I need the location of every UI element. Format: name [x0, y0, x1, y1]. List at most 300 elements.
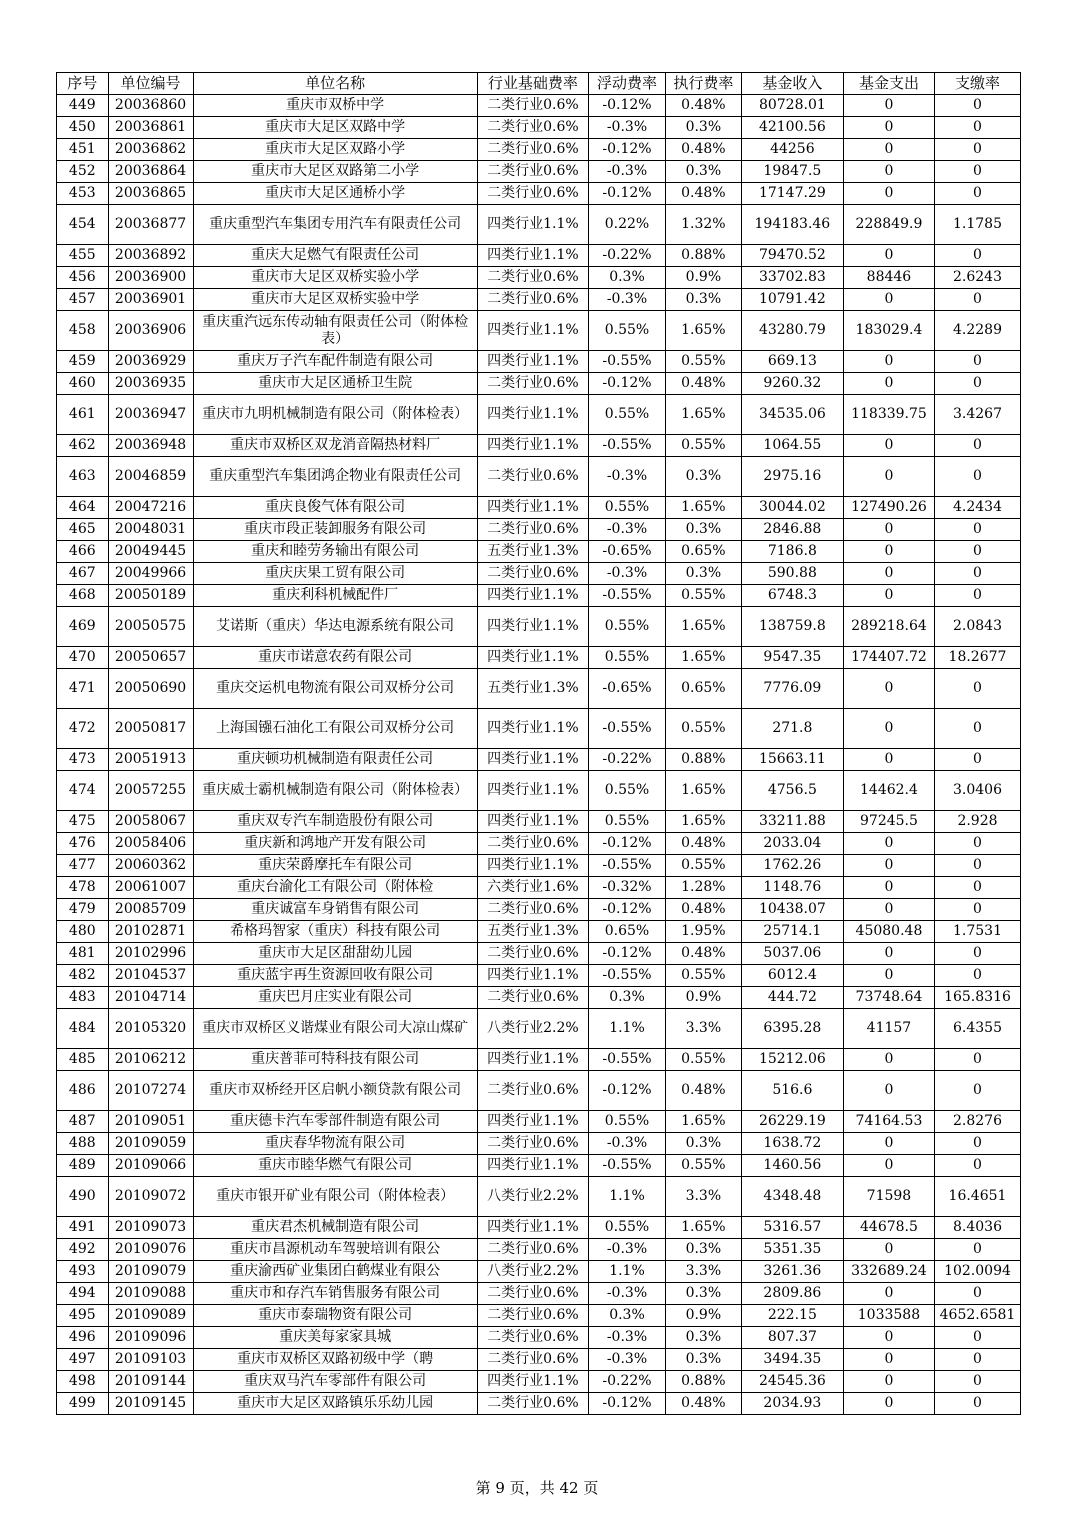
- cell-effective-rate: 0.48%: [665, 1071, 741, 1111]
- cell-payout-ratio: 18.2677: [934, 647, 1020, 669]
- cell-fund-expense: 41157: [843, 1009, 934, 1049]
- table-row: [57, 921, 1021, 943]
- cell-unit-code: 20102996: [108, 943, 193, 965]
- cell-unit-name: 重庆顿功机械制造有限责任公司: [193, 749, 477, 771]
- table-row: [57, 117, 1021, 139]
- cell-unit-code: 20109073: [108, 1217, 193, 1239]
- cell-effective-rate: 1.65%: [665, 395, 741, 435]
- cell-effective-rate: 0.3%: [665, 519, 741, 541]
- cell-base-rate: 四类行业1.1%: [477, 497, 588, 519]
- cell-payout-ratio: 1.1785: [934, 205, 1020, 245]
- cell-unit-code: 20036901: [108, 289, 193, 311]
- cell-unit-name: 重庆市大足区双路镇乐乐幼儿园: [193, 1393, 477, 1415]
- cell-fund-expense: 0: [843, 749, 934, 771]
- cell-unit-code: 20058067: [108, 811, 193, 833]
- cell-fund-expense: 0: [843, 1371, 934, 1393]
- cell-unit-name: 重庆交运机电物流有限公司双桥分公司: [193, 669, 477, 709]
- cell-base-rate: 八类行业2.2%: [477, 1009, 588, 1049]
- cell-floating-rate: -0.65%: [589, 541, 666, 563]
- cell-unit-name: 重庆和睦劳务输出有限公司: [193, 541, 477, 563]
- cell-index: 496: [57, 1327, 109, 1349]
- cell-index: 491: [57, 1217, 109, 1239]
- cell-fund-income: 9547.35: [741, 647, 843, 669]
- cell-floating-rate: -0.3%: [589, 457, 666, 497]
- cell-floating-rate: -0.55%: [589, 965, 666, 987]
- cell-unit-name: 希格玛智家（重庆）科技有限公司: [193, 921, 477, 943]
- cell-base-rate: 四类行业1.1%: [477, 585, 588, 607]
- cell-index: 471: [57, 669, 109, 709]
- header-base-rate: 行业基础费率: [477, 73, 588, 95]
- cell-payout-ratio: 0: [934, 183, 1020, 205]
- cell-payout-ratio: 2.0843: [934, 607, 1020, 647]
- cell-floating-rate: -0.12%: [589, 1393, 666, 1415]
- cell-index: 452: [57, 161, 109, 183]
- cell-floating-rate: -0.3%: [589, 1327, 666, 1349]
- cell-payout-ratio: 4.2289: [934, 311, 1020, 351]
- cell-unit-name: 重庆市大足区通桥小学: [193, 183, 477, 205]
- cell-unit-code: 20109079: [108, 1261, 193, 1283]
- cell-index: 475: [57, 811, 109, 833]
- table-row: [57, 943, 1021, 965]
- cell-payout-ratio: 0: [934, 1327, 1020, 1349]
- cell-fund-income: 1460.56: [741, 1155, 843, 1177]
- cell-payout-ratio: 0: [934, 1071, 1020, 1111]
- cell-index: 451: [57, 139, 109, 161]
- cell-unit-code: 20051913: [108, 749, 193, 771]
- cell-base-rate: 四类行业1.1%: [477, 1371, 588, 1393]
- cell-floating-rate: 1.1%: [589, 1261, 666, 1283]
- cell-index: 464: [57, 497, 109, 519]
- cell-unit-name: 重庆市双桥区双龙消音隔热材料厂: [193, 435, 477, 457]
- cell-fund-expense: 174407.72: [843, 647, 934, 669]
- table-row: [57, 1393, 1021, 1415]
- cell-unit-code: 20105320: [108, 1009, 193, 1049]
- table-row: [57, 1371, 1021, 1393]
- cell-index: 468: [57, 585, 109, 607]
- cell-floating-rate: 0.55%: [589, 497, 666, 519]
- cell-effective-rate: 1.65%: [665, 771, 741, 811]
- cell-payout-ratio: 0: [934, 563, 1020, 585]
- cell-fund-expense: 289218.64: [843, 607, 934, 647]
- cell-fund-income: 80728.01: [741, 95, 843, 117]
- cell-fund-income: 271.8: [741, 709, 843, 749]
- cell-payout-ratio: 0: [934, 95, 1020, 117]
- cell-effective-rate: 0.48%: [665, 373, 741, 395]
- cell-floating-rate: -0.3%: [589, 1239, 666, 1261]
- cell-unit-name: 重庆市双桥经开区启帆小额贷款有限公司: [193, 1071, 477, 1111]
- cell-payout-ratio: 0: [934, 373, 1020, 395]
- cell-unit-code: 20109096: [108, 1327, 193, 1349]
- cell-fund-expense: 88446: [843, 267, 934, 289]
- cell-effective-rate: 0.55%: [665, 1049, 741, 1071]
- cell-fund-expense: 0: [843, 139, 934, 161]
- cell-unit-code: 20036892: [108, 245, 193, 267]
- cell-fund-expense: 0: [843, 965, 934, 987]
- cell-payout-ratio: 1.7531: [934, 921, 1020, 943]
- cell-unit-name: 重庆市双桥区双路初级中学（聘: [193, 1349, 477, 1371]
- cell-fund-income: 444.72: [741, 987, 843, 1009]
- cell-fund-expense: 0: [843, 1133, 934, 1155]
- cell-payout-ratio: 0: [934, 943, 1020, 965]
- cell-base-rate: 二类行业0.6%: [477, 183, 588, 205]
- cell-fund-expense: 0: [843, 541, 934, 563]
- table-row: [57, 311, 1021, 351]
- cell-fund-income: 2809.86: [741, 1283, 843, 1305]
- cell-effective-rate: 0.3%: [665, 1327, 741, 1349]
- cell-unit-code: 20036864: [108, 161, 193, 183]
- cell-index: 494: [57, 1283, 109, 1305]
- cell-fund-expense: 0: [843, 943, 934, 965]
- cell-index: 473: [57, 749, 109, 771]
- cell-base-rate: 四类行业1.1%: [477, 749, 588, 771]
- cell-index: 497: [57, 1349, 109, 1371]
- table-row: [57, 647, 1021, 669]
- cell-effective-rate: 3.3%: [665, 1009, 741, 1049]
- cell-floating-rate: 0.55%: [589, 1111, 666, 1133]
- cell-payout-ratio: 6.4355: [934, 1009, 1020, 1049]
- cell-effective-rate: 0.48%: [665, 95, 741, 117]
- cell-floating-rate: -0.32%: [589, 877, 666, 899]
- table-row: [57, 811, 1021, 833]
- cell-effective-rate: 1.32%: [665, 205, 741, 245]
- table-row: [57, 205, 1021, 245]
- cell-fund-income: 26229.19: [741, 1111, 843, 1133]
- cell-effective-rate: 0.55%: [665, 855, 741, 877]
- cell-index: 457: [57, 289, 109, 311]
- cell-index: 456: [57, 267, 109, 289]
- cell-unit-name: 重庆市睦华燃气有限公司: [193, 1155, 477, 1177]
- cell-fund-expense: 0: [843, 709, 934, 749]
- cell-unit-name: 重庆普菲可特科技有限公司: [193, 1049, 477, 1071]
- cell-base-rate: 四类行业1.1%: [477, 1111, 588, 1133]
- cell-fund-expense: 0: [843, 351, 934, 373]
- cell-floating-rate: -0.12%: [589, 95, 666, 117]
- table-row: [57, 289, 1021, 311]
- cell-payout-ratio: 0: [934, 1049, 1020, 1071]
- cell-unit-name: 重庆市双桥中学: [193, 95, 477, 117]
- cell-floating-rate: 0.55%: [589, 395, 666, 435]
- cell-unit-code: 20109051: [108, 1111, 193, 1133]
- cell-payout-ratio: 2.6243: [934, 267, 1020, 289]
- cell-unit-name: 重庆市泰瑞物资有限公司: [193, 1305, 477, 1327]
- cell-unit-name: 重庆威士霸机械制造有限公司（附体检表）: [193, 771, 477, 811]
- cell-base-rate: 四类行业1.1%: [477, 647, 588, 669]
- cell-fund-income: 2846.88: [741, 519, 843, 541]
- table-row: [57, 1133, 1021, 1155]
- cell-fund-income: 6748.3: [741, 585, 843, 607]
- cell-fund-expense: 0: [843, 877, 934, 899]
- cell-unit-code: 20050690: [108, 669, 193, 709]
- cell-index: 482: [57, 965, 109, 987]
- cell-unit-code: 20060362: [108, 855, 193, 877]
- cell-floating-rate: -0.12%: [589, 1071, 666, 1111]
- cell-payout-ratio: 0: [934, 585, 1020, 607]
- cell-fund-income: 1064.55: [741, 435, 843, 457]
- cell-fund-income: 2033.04: [741, 833, 843, 855]
- cell-base-rate: 二类行业0.6%: [477, 1133, 588, 1155]
- table-row: [57, 833, 1021, 855]
- cell-unit-code: 20048031: [108, 519, 193, 541]
- cell-payout-ratio: 165.8316: [934, 987, 1020, 1009]
- cell-unit-code: 20104537: [108, 965, 193, 987]
- cell-base-rate: 八类行业2.2%: [477, 1177, 588, 1217]
- header-row: [57, 73, 1021, 95]
- cell-floating-rate: 0.3%: [589, 1305, 666, 1327]
- cell-fund-expense: 0: [843, 1155, 934, 1177]
- cell-unit-name: 重庆台渝化工有限公司（附体检: [193, 877, 477, 899]
- cell-floating-rate: -0.3%: [589, 117, 666, 139]
- cell-unit-name: 重庆重型汽车集团鸿企物业有限责任公司: [193, 457, 477, 497]
- cell-index: 467: [57, 563, 109, 585]
- cell-floating-rate: -0.22%: [589, 749, 666, 771]
- cell-fund-income: 669.13: [741, 351, 843, 373]
- cell-effective-rate: 1.65%: [665, 607, 741, 647]
- header-unit-name: 单位名称: [193, 73, 477, 95]
- cell-effective-rate: 3.3%: [665, 1261, 741, 1283]
- cell-base-rate: 二类行业0.6%: [477, 457, 588, 497]
- cell-floating-rate: 0.22%: [589, 205, 666, 245]
- table-row: [57, 987, 1021, 1009]
- cell-fund-expense: 0: [843, 161, 934, 183]
- cell-fund-expense: 0: [843, 1049, 934, 1071]
- cell-unit-code: 20050189: [108, 585, 193, 607]
- cell-unit-name: 重庆市大足区双路第二小学: [193, 161, 477, 183]
- cell-fund-income: 33702.83: [741, 267, 843, 289]
- cell-base-rate: 四类行业1.1%: [477, 1155, 588, 1177]
- cell-index: 483: [57, 987, 109, 1009]
- cell-unit-name: 重庆大足燃气有限责任公司: [193, 245, 477, 267]
- cell-payout-ratio: 0: [934, 833, 1020, 855]
- cell-floating-rate: -0.12%: [589, 373, 666, 395]
- cell-unit-code: 20109089: [108, 1305, 193, 1327]
- cell-effective-rate: 0.3%: [665, 1283, 741, 1305]
- cell-floating-rate: -0.12%: [589, 139, 666, 161]
- cell-unit-code: 20106212: [108, 1049, 193, 1071]
- table-row: [57, 1049, 1021, 1071]
- cell-base-rate: 四类行业1.1%: [477, 965, 588, 987]
- cell-floating-rate: -0.65%: [589, 669, 666, 709]
- cell-unit-code: 20057255: [108, 771, 193, 811]
- cell-unit-code: 20061007: [108, 877, 193, 899]
- cell-index: 462: [57, 435, 109, 457]
- cell-fund-expense: 118339.75: [843, 395, 934, 435]
- cell-fund-income: 1148.76: [741, 877, 843, 899]
- cell-fund-income: 2975.16: [741, 457, 843, 497]
- cell-floating-rate: -0.3%: [589, 1349, 666, 1371]
- cell-payout-ratio: 0: [934, 457, 1020, 497]
- cell-unit-name: 重庆庆果工贸有限公司: [193, 563, 477, 585]
- table-row: [57, 139, 1021, 161]
- cell-unit-code: 20109144: [108, 1371, 193, 1393]
- cell-fund-expense: 97245.5: [843, 811, 934, 833]
- cell-fund-income: 5316.57: [741, 1217, 843, 1239]
- cell-index: 490: [57, 1177, 109, 1217]
- cell-unit-name: 重庆重型汽车集团专用汽车有限责任公司: [193, 205, 477, 245]
- cell-floating-rate: -0.22%: [589, 1371, 666, 1393]
- cell-effective-rate: 0.55%: [665, 585, 741, 607]
- header-fund-expense: 基金支出: [843, 73, 934, 95]
- table-row: [57, 607, 1021, 647]
- cell-fund-income: 2034.93: [741, 1393, 843, 1415]
- table-row: [57, 1009, 1021, 1049]
- cell-unit-code: 20085709: [108, 899, 193, 921]
- cell-fund-expense: 73748.64: [843, 987, 934, 1009]
- cell-base-rate: 二类行业0.6%: [477, 833, 588, 855]
- cell-effective-rate: 0.9%: [665, 987, 741, 1009]
- cell-base-rate: 四类行业1.1%: [477, 245, 588, 267]
- cell-unit-name: 重庆市昌源机动车驾驶培训有限公: [193, 1239, 477, 1261]
- cell-unit-code: 20036948: [108, 435, 193, 457]
- table-row: [57, 161, 1021, 183]
- cell-base-rate: 六类行业1.6%: [477, 877, 588, 899]
- cell-index: 470: [57, 647, 109, 669]
- cell-fund-income: 1762.26: [741, 855, 843, 877]
- cell-payout-ratio: 3.0406: [934, 771, 1020, 811]
- cell-fund-expense: 228849.9: [843, 205, 934, 245]
- cell-fund-income: 194183.46: [741, 205, 843, 245]
- cell-payout-ratio: 0: [934, 855, 1020, 877]
- table-row: [57, 771, 1021, 811]
- cell-fund-income: 516.6: [741, 1071, 843, 1111]
- cell-unit-name: 重庆双马汽车零部件有限公司: [193, 1371, 477, 1393]
- cell-index: 498: [57, 1371, 109, 1393]
- cell-fund-expense: 0: [843, 563, 934, 585]
- cell-base-rate: 四类行业1.1%: [477, 311, 588, 351]
- cell-unit-name: 重庆美每家家具城: [193, 1327, 477, 1349]
- cell-unit-name: 重庆良俊气体有限公司: [193, 497, 477, 519]
- cell-effective-rate: 0.55%: [665, 435, 741, 457]
- cell-fund-expense: 183029.4: [843, 311, 934, 351]
- cell-effective-rate: 3.3%: [665, 1177, 741, 1217]
- cell-unit-name: 重庆市大足区双路中学: [193, 117, 477, 139]
- cell-payout-ratio: 0: [934, 749, 1020, 771]
- cell-unit-name: 重庆市大足区甜甜幼儿园: [193, 943, 477, 965]
- cell-unit-name: 重庆市银开矿业有限公司（附体检表）: [193, 1177, 477, 1217]
- cell-unit-code: 20036860: [108, 95, 193, 117]
- cell-base-rate: 二类行业0.6%: [477, 139, 588, 161]
- cell-base-rate: 二类行业0.6%: [477, 899, 588, 921]
- cell-unit-code: 20049445: [108, 541, 193, 563]
- header-unit-code: 单位编号: [108, 73, 193, 95]
- cell-unit-code: 20036900: [108, 267, 193, 289]
- cell-unit-name: 重庆君杰机械制造有限公司: [193, 1217, 477, 1239]
- cell-unit-code: 20050657: [108, 647, 193, 669]
- cell-floating-rate: -0.3%: [589, 563, 666, 585]
- cell-fund-income: 34535.06: [741, 395, 843, 435]
- table-row: [57, 245, 1021, 267]
- cell-effective-rate: 0.48%: [665, 943, 741, 965]
- cell-unit-name: 重庆市和存汽车销售服务有限公司: [193, 1283, 477, 1305]
- cell-effective-rate: 0.48%: [665, 833, 741, 855]
- cell-effective-rate: 1.65%: [665, 311, 741, 351]
- table-row: [57, 497, 1021, 519]
- cell-floating-rate: -0.55%: [589, 709, 666, 749]
- cell-base-rate: 四类行业1.1%: [477, 205, 588, 245]
- cell-index: 449: [57, 95, 109, 117]
- cell-index: 489: [57, 1155, 109, 1177]
- cell-payout-ratio: 3.4267: [934, 395, 1020, 435]
- contribution-table: [56, 72, 1021, 1415]
- cell-fund-income: 1638.72: [741, 1133, 843, 1155]
- cell-index: 492: [57, 1239, 109, 1261]
- cell-effective-rate: 0.3%: [665, 161, 741, 183]
- cell-payout-ratio: 0: [934, 965, 1020, 987]
- cell-effective-rate: 0.3%: [665, 1239, 741, 1261]
- cell-fund-income: 33211.88: [741, 811, 843, 833]
- table-row: [57, 877, 1021, 899]
- cell-fund-income: 30044.02: [741, 497, 843, 519]
- cell-effective-rate: 1.65%: [665, 647, 741, 669]
- table-row: [57, 749, 1021, 771]
- cell-unit-code: 20050817: [108, 709, 193, 749]
- header-fund-income: 基金收入: [741, 73, 843, 95]
- cell-fund-income: 15212.06: [741, 1049, 843, 1071]
- table-row: [57, 267, 1021, 289]
- cell-payout-ratio: 0: [934, 541, 1020, 563]
- cell-unit-code: 20036906: [108, 311, 193, 351]
- cell-effective-rate: 0.55%: [665, 1155, 741, 1177]
- cell-floating-rate: 0.65%: [589, 921, 666, 943]
- cell-unit-code: 20109103: [108, 1349, 193, 1371]
- cell-fund-expense: 45080.48: [843, 921, 934, 943]
- table-row: [57, 855, 1021, 877]
- cell-fund-expense: 0: [843, 289, 934, 311]
- cell-base-rate: 二类行业0.6%: [477, 289, 588, 311]
- table-row: [57, 435, 1021, 457]
- cell-payout-ratio: 0: [934, 899, 1020, 921]
- cell-index: 479: [57, 899, 109, 921]
- cell-floating-rate: 0.55%: [589, 647, 666, 669]
- cell-base-rate: 四类行业1.1%: [477, 1217, 588, 1239]
- cell-payout-ratio: 0: [934, 1133, 1020, 1155]
- cell-unit-code: 20104714: [108, 987, 193, 1009]
- table-row: [57, 1305, 1021, 1327]
- cell-unit-code: 20058406: [108, 833, 193, 855]
- cell-fund-expense: 14462.4: [843, 771, 934, 811]
- cell-unit-code: 20109066: [108, 1155, 193, 1177]
- cell-base-rate: 二类行业0.6%: [477, 117, 588, 139]
- cell-fund-expense: 0: [843, 373, 934, 395]
- cell-base-rate: 四类行业1.1%: [477, 607, 588, 647]
- cell-index: 455: [57, 245, 109, 267]
- cell-unit-name: 重庆诚富车身销售有限公司: [193, 899, 477, 921]
- cell-floating-rate: -0.12%: [589, 183, 666, 205]
- cell-payout-ratio: 16.4651: [934, 1177, 1020, 1217]
- cell-fund-income: 7186.8: [741, 541, 843, 563]
- cell-base-rate: 五类行业1.3%: [477, 669, 588, 709]
- cell-floating-rate: -0.3%: [589, 1133, 666, 1155]
- cell-unit-code: 20109072: [108, 1177, 193, 1217]
- cell-unit-name: 上海国镪石油化工有限公司双桥分公司: [193, 709, 477, 749]
- cell-base-rate: 五类行业1.3%: [477, 541, 588, 563]
- table-row: [57, 1239, 1021, 1261]
- cell-index: 453: [57, 183, 109, 205]
- table-row: [57, 1111, 1021, 1133]
- cell-fund-income: 590.88: [741, 563, 843, 585]
- cell-floating-rate: -0.55%: [589, 585, 666, 607]
- cell-payout-ratio: 0: [934, 1155, 1020, 1177]
- cell-fund-income: 138759.8: [741, 607, 843, 647]
- cell-base-rate: 二类行业0.6%: [477, 1349, 588, 1371]
- cell-base-rate: 二类行业0.6%: [477, 943, 588, 965]
- cell-effective-rate: 0.3%: [665, 563, 741, 585]
- cell-payout-ratio: 0: [934, 139, 1020, 161]
- table-row: [57, 1217, 1021, 1239]
- cell-payout-ratio: 0: [934, 161, 1020, 183]
- cell-effective-rate: 0.9%: [665, 1305, 741, 1327]
- cell-fund-expense: 0: [843, 457, 934, 497]
- cell-fund-expense: 0: [843, 435, 934, 457]
